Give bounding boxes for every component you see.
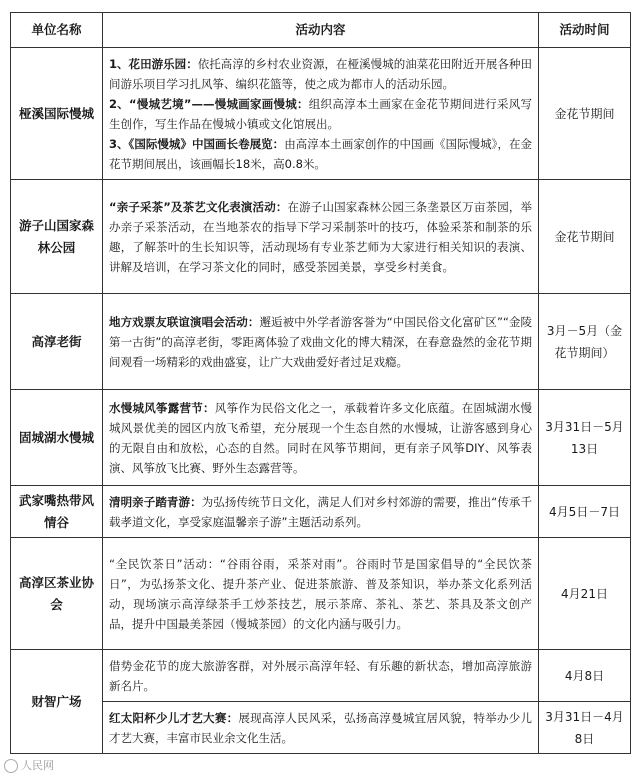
- content-cell: [103, 650, 539, 702]
- content-cell: [103, 486, 539, 538]
- unit-cell: 财智广场: [11, 650, 103, 754]
- activity-title: 水慢城风筝露营节：: [109, 400, 215, 415]
- activity-title: 红太阳杯少儿才艺大赛：: [109, 710, 239, 725]
- header-time: 活动时间: [539, 13, 631, 48]
- activity-item: [109, 54, 532, 94]
- header-row: [11, 13, 631, 48]
- activity-item: [109, 94, 532, 134]
- content-cell: [103, 390, 539, 486]
- watermark-icon: [4, 759, 18, 773]
- activity-text: 在游子山国家森林公园三条垄景区万亩茶园，举办亲子采茶活动，在当地茶农的指导下学习采制茶叶的技巧，体验采茶和制茶的乐趣，了解茶叶的生长知识等，活动现场有专业茶艺师为大家进行相关知识的表演、讲解及培训，在学习茶文化的同时，感受茶园美景，享受乡村美食。: [109, 199, 532, 274]
- time-cell: 3月－5月（金花节期间）: [539, 294, 631, 390]
- activity-text: 由高淳本土画家创作的中国画《国际慢城》，在金花节期间展出，该画幅长18米，高0.8米。: [109, 136, 533, 171]
- table-row: [11, 486, 631, 538]
- activity-item: [109, 312, 532, 372]
- activity-text: 为弘扬传统节日文化，满足人们对乡村郊游的需要，推出“传承千载孝道文化，享受家庭温馨亲子游”主题活动系列。: [109, 494, 532, 529]
- activity-item: [109, 656, 532, 696]
- activity-item: [109, 708, 532, 748]
- unit-cell: 高淳老街: [11, 294, 103, 390]
- table-row: [11, 702, 631, 754]
- table-row: [11, 180, 631, 294]
- content-cell: [103, 48, 539, 180]
- header-unit: 单位名称: [11, 13, 103, 48]
- activity-item: [109, 554, 532, 634]
- content-cell: [103, 294, 539, 390]
- activity-title: 1、花田游乐园：: [109, 56, 198, 71]
- content-cell: [103, 538, 539, 650]
- unit-cell: 武家嘴热带风情谷: [11, 486, 103, 538]
- content-cell: [103, 180, 539, 294]
- time-cell: 金花节期间: [539, 48, 631, 180]
- activity-title: 3、《国际慢城》中国画长卷展览：: [109, 136, 285, 151]
- activity-text: 风筝作为民俗文化之一，承载着许多文化底蕴。在固城湖水慢城风景优美的园区内放飞希望，充分展现一个生态自然的水慢城，让游客感到身心的无限自由和放松，心态的自然。同时在风筝节期间，更有亲子风筝DIY、风筝表演、风筝放飞比赛、野外生态露营等。: [109, 400, 533, 475]
- watermark-text: 人民网: [21, 759, 54, 772]
- activity-text: 邂逅被中外学者游客誉为“中国民俗文化富矿区”“金陵第一古街”的高淳老街，零距离体验了戏曲文化的博大精深，在春意盎然的金花节期间观看一场精彩的戏曲盛宴，让广大戏曲爱好者过足戏瘾。: [109, 314, 533, 369]
- table-row: [11, 650, 631, 702]
- unit-cell: 桠溪国际慢城: [11, 48, 103, 180]
- activity-title: “亲子采茶”及茶艺文化表演活动：: [109, 199, 288, 214]
- table-row: [11, 48, 631, 180]
- time-cell: 3月31日－5月13日: [539, 390, 631, 486]
- activity-item: [109, 492, 532, 532]
- time-cell: 金花节期间: [539, 180, 631, 294]
- activity-text: 组织高淳本土画家在金花节期间进行采风写生创作，写生作品在慢城小镇或文化馆展出。: [109, 96, 532, 131]
- time-cell: 4月5日－7日: [539, 486, 631, 538]
- activity-text: 借势金花节的庞大旅游客群，对外展示高淳年轻、有乐趣的新状态，增加高淳旅游新名片。: [109, 658, 532, 693]
- time-cell: 4月21日: [539, 538, 631, 650]
- activity-item: [109, 398, 532, 478]
- activity-text: 依托高淳的乡村农业资源，在桠溪慢城的油菜花田附近开展各种田间游乐项目学习扎风筝、编织花篮等，使之成为都市人的活动乐园。: [109, 56, 532, 91]
- activity-text: “全民饮茶日”活动：“谷雨谷雨，采茶对雨”。谷雨时节是国家倡导的“全民饮茶日”，为弘扬茶文化、提升茶产业、促进茶旅游、普及茶知识，举办茶文化系列活动，现场演示高淳绿茶手工炒茶技艺，展示茶席、茶礼、茶艺、茶具及茶文创产品，提升中国最美茶园（慢城茶园）的文化内涵与吸引力。: [109, 556, 532, 631]
- unit-cell: 游子山国家森林公园: [11, 180, 103, 294]
- activity-table: [10, 12, 631, 754]
- time-cell: 3月31日－4月8日: [539, 702, 631, 754]
- activity-item: [109, 134, 532, 174]
- header-content: 活动内容: [103, 13, 539, 48]
- activity-item: [109, 197, 532, 277]
- table-row: [11, 538, 631, 650]
- content-cell: [103, 702, 539, 754]
- table-row: [11, 390, 631, 486]
- activity-title: 清明亲子踏青游：: [109, 494, 202, 509]
- unit-cell: 高淳区茶业协会: [11, 538, 103, 650]
- watermark: [4, 757, 54, 773]
- unit-cell: 固城湖水慢城: [11, 390, 103, 486]
- time-cell: 4月8日: [539, 650, 631, 702]
- table-row: [11, 294, 631, 390]
- activity-title: 地方戏票友联谊演唱会活动：: [109, 314, 260, 329]
- activity-title: 2、“慢城艺境”——慢城画家画慢城：: [109, 96, 309, 111]
- activity-text: 展现高淳人民风采，弘扬高淳曼城宜居风貌，特举办少儿才艺大赛，丰富市民业余文化生活。: [109, 710, 532, 745]
